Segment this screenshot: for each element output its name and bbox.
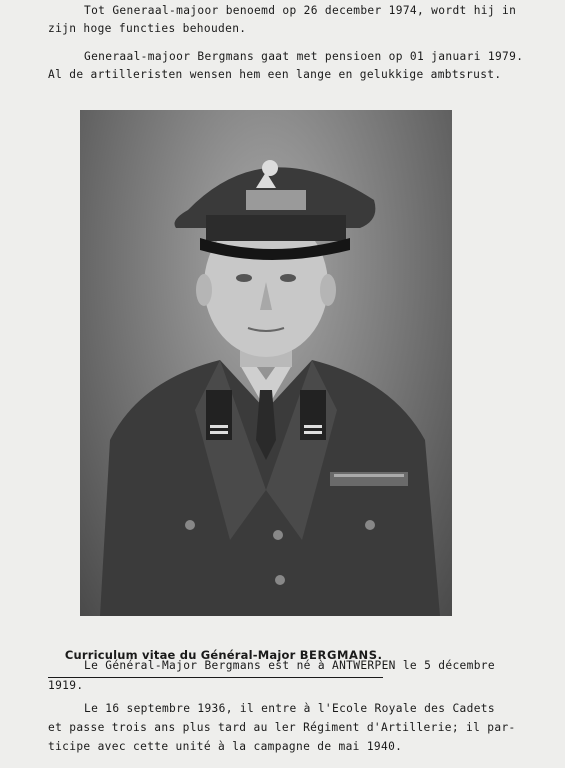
cv-paragraph-2-line-1: Le 16 septembre 1936, il entre à l'Ecole Royale des Cadets bbox=[84, 702, 495, 715]
paragraph-1-line-2: zijn hoge functies behouden. bbox=[48, 22, 247, 35]
cv-paragraph-1-line-2: 1919. bbox=[48, 679, 84, 692]
cv-paragraph-2-line-3: ticipe avec cette unité à la campagne de mai 1940. bbox=[48, 740, 403, 753]
cv-paragraph-1-line-1: Le Général-Major Bergmans est né à ANTWERPEN le 5 décembre bbox=[84, 659, 495, 672]
cv-paragraph-2-line-2: et passe trois ans plus tard au ler Régiment d'Artillerie; il par- bbox=[48, 721, 516, 734]
paragraph-2-line-2: Al de artilleristen wensen hem een lange en gelukkige ambtsrust. bbox=[48, 68, 502, 81]
cv-heading-prefix: Curriculum vitae du Général-Major bbox=[64, 648, 300, 662]
portrait-illustration bbox=[80, 110, 452, 616]
paragraph-2-line-1: Generaal-majoor Bergmans gaat met pensioen op 01 januari 1979. bbox=[84, 50, 524, 63]
cv-heading-name: BERGMANS. bbox=[299, 648, 383, 662]
portrait-photo bbox=[80, 110, 452, 616]
paragraph-1-line-1: Tot Generaal-majoor benoemd op 26 december 1974, wordt hij in bbox=[84, 4, 517, 17]
